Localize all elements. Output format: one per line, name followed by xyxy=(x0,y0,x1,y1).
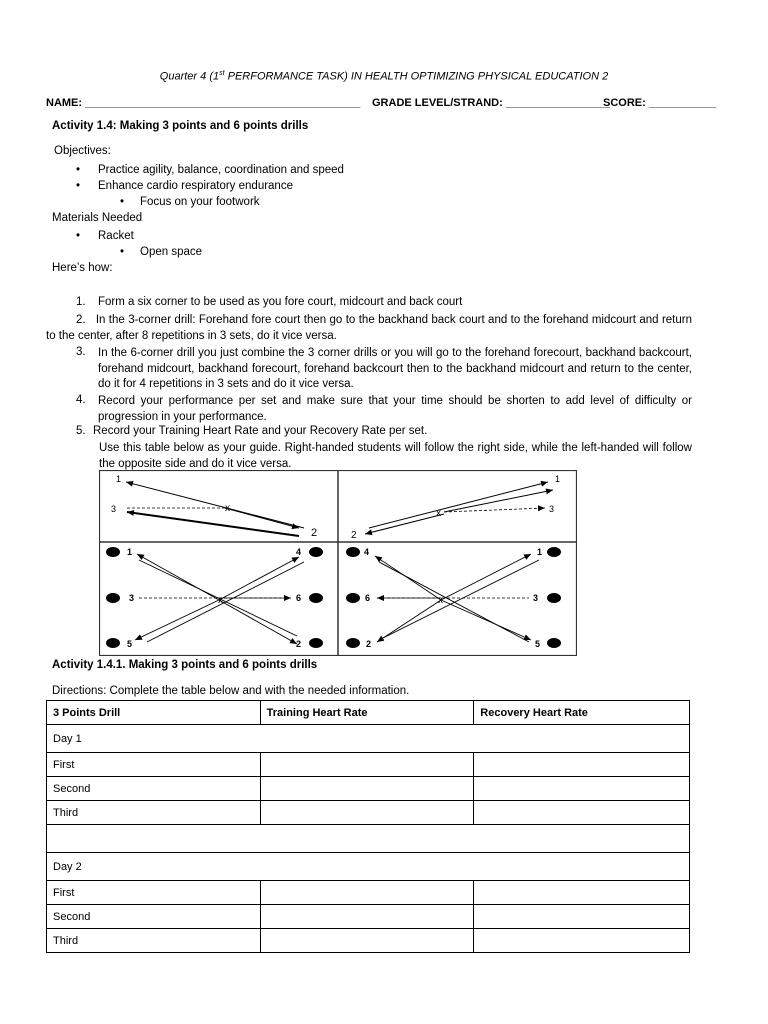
center-mark: x xyxy=(218,595,223,606)
court-dot xyxy=(547,638,561,648)
row-label: Second xyxy=(47,777,261,801)
drill-diagram xyxy=(99,470,577,656)
point-label-1: 1 xyxy=(555,474,561,484)
step-number: 3. xyxy=(76,346,86,358)
center-mark: x xyxy=(438,595,443,606)
bullet-icon: • xyxy=(76,230,81,242)
recovery-cell[interactable] xyxy=(474,929,690,953)
point-label-4: 4 xyxy=(296,547,302,557)
point-label-2: 2 xyxy=(296,639,302,649)
step-text: In the 3-corner drill: Forehand fore court then go to the backhand back court and to the forehand midcourt and return to the center, after 8 repetitions in 3 sets, do it vice versa. xyxy=(46,314,692,342)
point-label-2: 2 xyxy=(311,527,318,539)
court-dot xyxy=(547,593,561,603)
row-label: Third xyxy=(47,929,261,953)
step-text: Form a six corner to be used as you fore court, midcourt and back court xyxy=(98,296,463,308)
training-cell[interactable] xyxy=(260,881,474,905)
step-text: Record your performance per set and make sure that your time should be shorten to add level of difficulty or progression in your performance. xyxy=(98,395,692,423)
objectives-label: Objectives: xyxy=(54,145,111,157)
day-row: Day 1 xyxy=(47,725,690,753)
howto-label: Here’s how: xyxy=(52,262,113,274)
training-cell[interactable] xyxy=(260,905,474,929)
training-cell[interactable] xyxy=(260,929,474,953)
table-header: 3 Points Drill xyxy=(47,701,261,725)
point-label-4: 4 xyxy=(364,547,370,557)
court-dot xyxy=(346,638,360,648)
court-dot xyxy=(346,593,360,603)
court-dot xyxy=(547,547,561,557)
row-label: Second xyxy=(47,905,261,929)
step-number: 5. xyxy=(76,425,86,437)
directions-text: Directions: Complete the table below and with the needed information. xyxy=(52,685,410,697)
point-label-6: 6 xyxy=(365,593,371,603)
step-number: 2. xyxy=(76,314,86,326)
step-text: Record your Training Heart Rate and your Recovery Rate per set. xyxy=(93,425,428,437)
court-dot xyxy=(309,638,323,648)
court-dot xyxy=(309,547,323,557)
row-label: First xyxy=(47,753,261,777)
table-header: Training Heart Rate xyxy=(260,701,474,725)
point-label-1: 1 xyxy=(127,547,133,557)
court-dot xyxy=(346,547,360,557)
material-sub-item: Open space xyxy=(140,246,203,258)
training-cell[interactable] xyxy=(260,753,474,777)
step-text: In the 6-corner drill you just combine the 3 corner drills or you will go to the forehand forecourt, backhand backcourt, forehand midcourt, backhand forecourt, forehand backcourt then to the backhand midcourt and return to the center, do it for 4 repetitions in 3 sets and do it vice versa. xyxy=(98,347,692,390)
spacer-row xyxy=(47,825,690,853)
center-mark: x xyxy=(225,503,230,514)
page-title: Quarter 4 (1st PERFORMANCE TASK) IN HEALTH OPTIMIZING PHYSICAL EDUCATION 2 xyxy=(159,70,609,83)
name-field: NAME: _____________________________________________ xyxy=(46,97,361,109)
point-label-3: 3 xyxy=(549,504,555,514)
activity-2-heading: Activity 1.4.1. Making 3 points and 6 points drills xyxy=(52,659,318,671)
point-label-3: 3 xyxy=(533,593,539,603)
grade-field: GRADE LEVEL/STRAND: _________________ xyxy=(372,97,610,109)
materials-label: Materials Needed xyxy=(52,212,143,224)
court-dot xyxy=(309,593,323,603)
objective-item: Practice agility, balance, coordination and speed xyxy=(98,164,344,176)
heart-rate-table xyxy=(46,700,690,953)
court-dot xyxy=(106,638,120,648)
training-cell[interactable] xyxy=(260,801,474,825)
court-dot xyxy=(106,547,120,557)
recovery-cell[interactable] xyxy=(474,801,690,825)
point-label-3: 3 xyxy=(129,593,135,603)
bullet-icon: • xyxy=(120,246,125,258)
point-label-2: 2 xyxy=(366,639,372,649)
point-label-5: 5 xyxy=(127,639,133,649)
point-label-5: 5 xyxy=(535,639,541,649)
row-label: First xyxy=(47,881,261,905)
point-label-1: 1 xyxy=(537,547,543,557)
bullet-icon: • xyxy=(76,164,81,176)
recovery-cell[interactable] xyxy=(474,905,690,929)
bullet-icon: • xyxy=(76,180,81,192)
point-label-6: 6 xyxy=(296,593,302,603)
step-number: 1. xyxy=(76,296,86,308)
guide-text: Use this table below as your guide. Right-handed students will follow the right side, while the left-handed will follow the opposite side and do it vice versa. xyxy=(99,442,692,470)
row-label: Third xyxy=(47,801,261,825)
point-label-3: 3 xyxy=(111,504,117,514)
recovery-cell[interactable] xyxy=(474,881,690,905)
day-row: Day 2 xyxy=(47,853,690,881)
center-mark: x xyxy=(436,508,441,519)
objective-sub-item: Focus on your footwork xyxy=(140,196,260,208)
table-header: Recovery Heart Rate xyxy=(474,701,690,725)
step-2 xyxy=(46,313,692,344)
training-cell[interactable] xyxy=(260,777,474,801)
bullet-icon: • xyxy=(120,196,125,208)
point-label-2: 2 xyxy=(351,530,357,541)
material-item: Racket xyxy=(98,230,134,242)
recovery-cell[interactable] xyxy=(474,777,690,801)
recovery-cell[interactable] xyxy=(474,753,690,777)
point-label-1: 1 xyxy=(116,474,122,484)
score-field: SCORE: ___________ xyxy=(603,97,717,109)
objective-item: Enhance cardio respiratory endurance xyxy=(98,180,293,192)
activity-heading: Activity 1.4: Making 3 points and 6 points drills xyxy=(52,120,309,132)
step-number: 4. xyxy=(76,394,86,406)
court-dot xyxy=(106,593,120,603)
